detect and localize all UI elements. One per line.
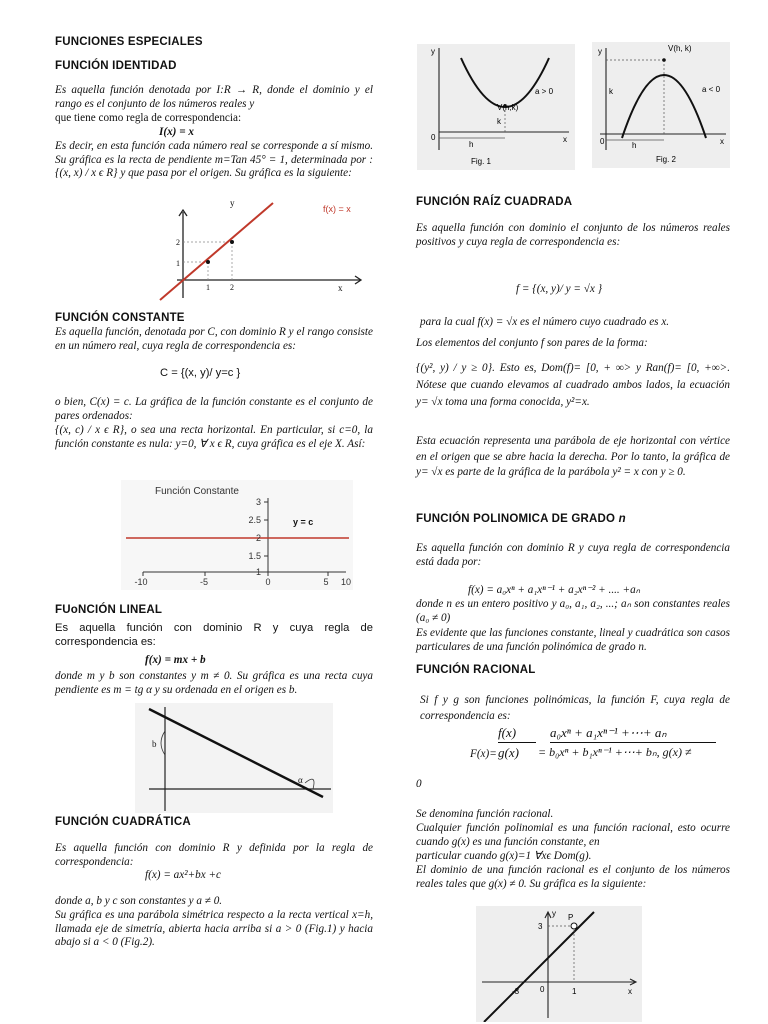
racional-gx: g(x): [498, 745, 519, 760]
racional-fraction-bar-2: [550, 742, 716, 743]
racional-formula: [470, 724, 740, 772]
fig1-k: k: [497, 117, 501, 126]
racional-origin: 0: [540, 985, 545, 994]
racional-axis-x: x: [628, 987, 632, 996]
racional-fx: f(x): [498, 725, 517, 740]
fig1-vertex: V(h,k): [497, 103, 519, 112]
constante-heading: FUNCIÓN CONSTANTE: [55, 312, 185, 324]
polinomica-text-1: Es aquella función con dominio R y cuya regla de correspondencia está dada por:: [416, 542, 730, 568]
identidad-tick-x1: 1: [206, 283, 210, 292]
lineal-text-2: donde m y b son constantes y m ≠ 0. Su gráfica es una recta cuya pendiente es m = tg α y su ordenada en el origen es b.: [55, 670, 373, 696]
cuadratica-formula: f(x) = ax²+bx +c: [145, 869, 222, 881]
fig1-x: x: [563, 135, 567, 144]
raiz-heading: FUNCIÓN RAÍZ CUADRADA: [416, 196, 573, 208]
fig2-condition: a < 0: [702, 85, 721, 94]
polinomica-text-2: donde n es un entero positivo y a₀, a₁, a₂, ...; aₙ son constantes reales (a₀ ≠ 0): [416, 598, 730, 624]
lineal-alpha-label: α: [298, 775, 303, 785]
racional-tick-neg3: -3: [512, 987, 520, 996]
parabola-fig-2: [592, 42, 730, 168]
constante-text-2: o bien, C(x) = c. La gráfica de la función constante es el conjunto de pares ordenados:: [55, 396, 373, 422]
constante-xtick: -10: [134, 577, 148, 587]
identidad-graph-label: f(x) = x: [323, 204, 351, 214]
lineal-b-label: b: [152, 739, 157, 749]
fig1-caption: Fig. 1: [471, 157, 492, 166]
raiz-formula: f = {(x, y)/ y = √x }: [516, 283, 603, 295]
identidad-text-1: Es aquella función denotada por I:R → R, donde el dominio y el rango es el conjunto de los números reales y: [55, 84, 373, 110]
constante-text-3: {(x, c) / x ϵ R}, o sea una recta horizontal. En particular, si c=0, la función constante es nula: y=0, ∀ x ϵ R, cuya gráfica es el eje X. Así:: [55, 424, 373, 450]
identidad-axis-x: x: [338, 283, 343, 293]
racional-tick-3: 3: [538, 922, 543, 931]
fig1-origin: 0: [431, 133, 436, 142]
fig1-condition: a > 0: [535, 87, 554, 96]
polinomica-heading-text: FUNCIÓN POLINOMICA DE GRADO: [416, 513, 616, 525]
identidad-axis-y: y: [230, 198, 235, 208]
polinomica-heading-n: n: [618, 513, 626, 525]
fig2-caption: Fig. 2: [656, 155, 677, 164]
racional-tick-1: 1: [572, 987, 577, 996]
racional-fraction-bar: [498, 742, 536, 743]
identidad-tick-x2: 2: [230, 283, 234, 292]
cuadratica-text-2: donde a, b y c son constantes y a ≠ 0.: [55, 895, 223, 907]
fig2-vertex: V(h, k): [668, 44, 692, 53]
fig2-x: x: [720, 137, 724, 146]
identidad-heading: FUNCIÓN IDENTIDAD: [55, 60, 177, 72]
identidad-formula: I(x) = x: [159, 126, 194, 138]
identidad-tick-y1: 1: [176, 259, 180, 268]
fig1-y: y: [431, 47, 435, 56]
raiz-text-2: para la cual f(x) = √x es el número cuyo cuadrado es x.: [420, 316, 670, 328]
racional-axis-y: y: [552, 909, 556, 918]
constante-xtick: -5: [199, 577, 209, 587]
constante-graph-label: y = c: [293, 517, 314, 527]
constante-ytick: 3: [255, 497, 261, 507]
polinomica-text-3: Es evidente que las funciones constante, lineal y cuadrática son casos particulares de una función polinómica de grado n.: [416, 627, 730, 653]
identidad-text-1b: que tiene como regla de correspondencia:: [55, 112, 242, 124]
identidad-text-2: Es decir, en esta función cada número real se corresponde a sí mismo. Su gráfica es la recta de pendiente m=Tan 45° = 1, determinada por : {(x, x) / x ϵ R} y que pasa por el origen. Su gráfica es la siguiente:: [55, 140, 373, 180]
constante-ytick: 2.5: [248, 515, 261, 525]
racional-text-3: Cualquier función polinomial es una función racional, esto ocurre cuando g(x) es una función constante, en: [416, 822, 730, 848]
racional-heading: FUNCIÓN RACIONAL: [416, 664, 536, 676]
cuadratica-heading: FUNCIÓN CUADRÁTICA: [55, 816, 191, 828]
constante-ytick: 2: [255, 533, 261, 543]
constante-ytick: 1: [255, 567, 261, 577]
constante-formula: C = {(x, y)/ y=c }: [160, 367, 241, 379]
racional-denominator: = b₀xⁿ + b₁xⁿ⁻¹ +⋯+ bₙ, g(x) ≠: [538, 745, 692, 759]
constante-ytick: 1.5: [248, 551, 261, 561]
raiz-text-4: {(y², y) / y ≥ 0}. Esto es, Dom(f)= [0, + ∞> y Ran(f)= [0, +∞>. Nótese que cuando elevamos al cuadrado ambos lados, la ecuación y= √x toma una forma conocida, y²=x.: [416, 362, 730, 408]
left-column: [55, 0, 375, 1024]
racional-point-p: P: [568, 913, 574, 922]
polinomica-heading: [416, 513, 626, 525]
raiz-text-3: Los elementos del conjunto f son pares de la forma:: [416, 337, 648, 349]
lineal-text-1: Es aquella función con dominio R y cuya regla de correspondencia es:: [55, 622, 373, 648]
racional-Fx: F(x)=: [470, 748, 497, 760]
constante-xtick: 10: [340, 577, 352, 587]
constante-text-1: Es aquella función, denotada por C, con dominio R y el rango consiste en un número real, cuya regla de correspondencia es:: [55, 326, 373, 352]
fig2-h: h: [632, 141, 637, 150]
racional-denominator-text: b₀xⁿ + b₁xⁿ⁻¹ +⋯+ bₙ, g(x) ≠: [549, 745, 692, 759]
racional-graph: [476, 906, 642, 1022]
parabola-fig-1: [417, 44, 575, 170]
page-title: FUNCIONES ESPECIALES: [55, 36, 203, 48]
polinomica-formula: f(x) = a₀xⁿ + a₁xⁿ⁻¹ + a₂xⁿ⁻² + .... +aₙ: [468, 584, 641, 596]
lineal-graph: [135, 703, 333, 813]
fig2-y: y: [598, 47, 602, 56]
racional-numerator: a₀xⁿ + a₁xⁿ⁻¹ +⋯+ aₙ: [550, 725, 667, 740]
identidad-tick-y2: 2: [176, 238, 180, 247]
fig1-h: h: [469, 140, 474, 149]
constante-graph-title: Función Constante: [155, 486, 239, 497]
raiz-text-1: Es aquella función con dominio el conjunto de los números reales positivos y cuya regla de correspondencia es:: [416, 222, 730, 248]
cuadratica-text-1: Es aquella función con dominio R y definida por la regla de correspondencia:: [55, 842, 373, 868]
constante-xtick: 5: [323, 577, 329, 587]
lineal-formula: f(x) = mx + b: [145, 654, 206, 666]
racional-text-2: Se denomina función racional.: [416, 808, 554, 820]
racional-zero: 0: [416, 778, 422, 790]
raiz-text-5: Esta ecuación representa una parábola de eje horizontal con vértice en el origen que se abre hacia la derecha. Por lo tanto, la gráfica de y= √x es parte de la gráfica de la parábola y² = x con y ≥ 0.: [416, 435, 730, 478]
right-column: [412, 0, 730, 1024]
racional-text-1: Si f y g son funciones polinómicas, la función F, cuya regla de correspondencia es:: [420, 694, 730, 722]
identidad-graph: [155, 198, 375, 303]
constante-xtick: 0: [265, 577, 271, 587]
racional-text-4: particular cuando g(x)=1 ∀xϵ Dom(g).: [416, 850, 592, 862]
cuadratica-text-3: Su gráfica es una parábola simétrica respecto a la recta vertical x=h, llamada eje de simetría, abierta hacia arriba si a > 0 (Fig.1) y hacia abajo si a < 0 (Fig.2).: [55, 909, 373, 949]
racional-text-5: El dominio de una función racional es el conjunto de los números reales tales que g(x) ≠ 0. Su gráfica es la siguiente:: [416, 864, 730, 890]
fig2-origin: 0: [600, 137, 605, 146]
fig2-k: k: [609, 87, 613, 96]
lineal-heading: FUoNCIÓN LINEAL: [55, 604, 163, 616]
constante-graph: [121, 480, 353, 590]
